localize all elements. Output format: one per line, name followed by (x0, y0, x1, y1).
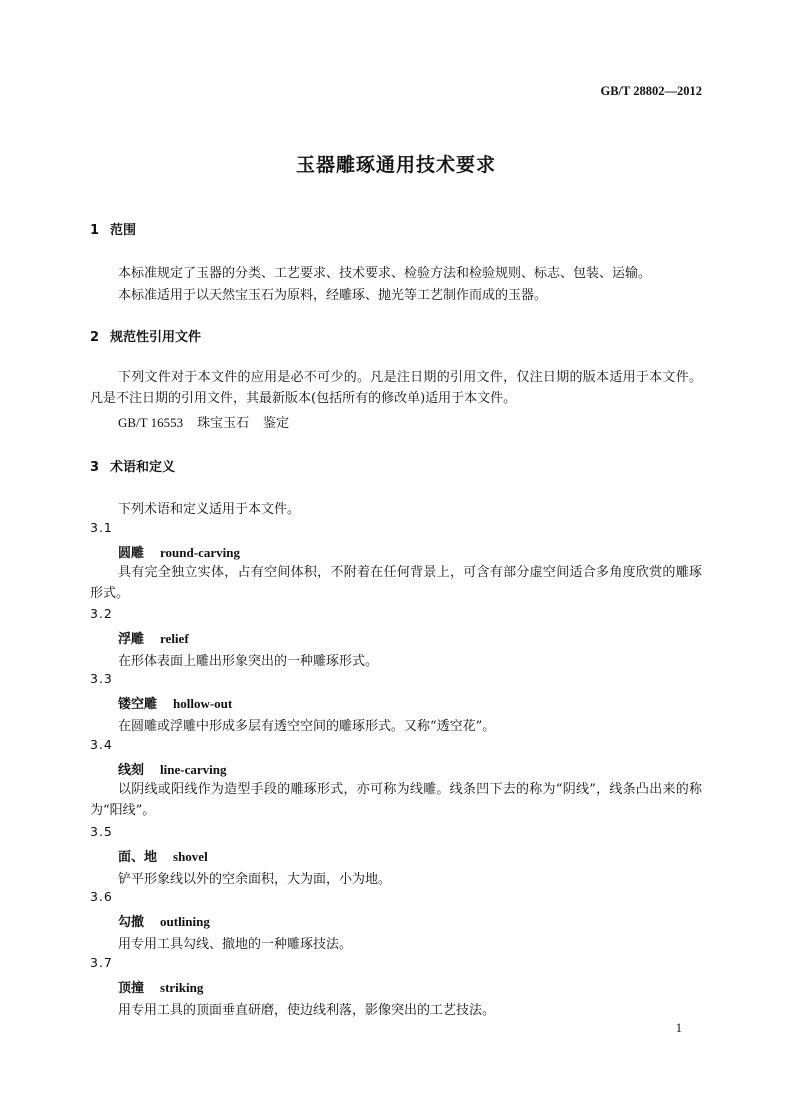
term-definition: 在形体表面上雕出形象突出的一种雕琢形式。 (118, 654, 379, 669)
clause-number: 3.6 (90, 889, 113, 904)
section-1-heading (90, 219, 136, 238)
section-3-heading (90, 456, 175, 475)
term-chinese: 浮雕 (118, 632, 145, 647)
clause-number: 3.3 (90, 671, 113, 686)
page-number: 1 (675, 1021, 682, 1035)
term-entry (118, 693, 232, 712)
reference-entry (118, 412, 289, 431)
term-definition: 用专用工具的顶面垂直研磨，使边线利落，影像突出的工艺技法。 (118, 1003, 496, 1018)
term-entry (118, 628, 189, 647)
term-english: round-carving (160, 545, 240, 560)
terms-intro: 下列术语和定义适用于本文件。 (118, 502, 301, 517)
section-number: 3 (90, 460, 100, 475)
normative-references-paragraph: 下列文件对于本文件的应用是必不可少的。凡是注日期的引用文件，仅注日期的版本适用于本文件。凡是不注日期的引用文件，其最新版本(包括所有的修改单)适用于本文件。 (90, 370, 702, 406)
document-title: 玉器雕琢通用技术要求 (295, 154, 496, 176)
term-english: shovel (173, 849, 208, 864)
scope-paragraph-1: 本标准规定了玉器的分类、工艺要求、技术要求、检验方法和检验规则、标志、包装、运输。 (118, 266, 652, 281)
term-chinese: 线刻 (118, 763, 145, 778)
term-english: hollow-out (173, 696, 233, 711)
clause-number: 3.5 (90, 824, 113, 839)
section-number: 2 (90, 330, 100, 345)
section-title: 术语和定义 (110, 460, 176, 475)
scope-paragraph-2: 本标准适用于以天然宝玉石为原料，经雕琢、抛光等工艺制作而成的玉器。 (118, 288, 548, 303)
term-entry (118, 977, 203, 996)
term-english: outlining (160, 914, 210, 929)
section-number: 1 (90, 223, 100, 238)
clause-number: 3.2 (90, 606, 113, 621)
term-definition: 具有完全独立实体，占有空间体积，不附着在任何背景上，可含有部分虚空间适合多角度欣赏的雕琢形式。 (90, 565, 702, 601)
reference-code: GB/T 16553 (118, 415, 184, 430)
term-english: line-carving (160, 762, 227, 777)
section-title: 规范性引用文件 (110, 330, 202, 345)
clause-number: 3.1 (90, 520, 113, 535)
term-chinese: 面、地 (118, 850, 158, 865)
term-chinese: 顶撞 (118, 981, 145, 996)
clause-number: 3.7 (90, 955, 113, 970)
term-definition: 在圆雕或浮雕中形成多层有透空空间的雕琢形式。又称“透空花”。 (118, 719, 496, 734)
term-chinese: 圆雕 (118, 546, 145, 561)
term-entry (118, 759, 226, 778)
term-definition: 以阴线或阳线作为造型手段的雕琢形式，亦可称为线雕。线条凹下去的称为“阴线”，线条凸出来的称为“阳线”。 (90, 782, 702, 818)
term-english: striking (160, 980, 204, 995)
term-definition: 用专用工具勾线、撤地的一种雕琢技法。 (118, 937, 353, 952)
standard-number: GB/T 28802—2012 (600, 84, 702, 98)
term-chinese: 镂空雕 (118, 697, 158, 712)
term-definition: 铲平形象线以外的空余面积，大为面，小为地。 (118, 872, 392, 887)
section-2-heading (90, 326, 201, 345)
section-title: 范围 (110, 223, 137, 238)
term-entry (118, 846, 208, 865)
term-english: relief (160, 631, 189, 646)
term-chinese: 勾撤 (118, 915, 145, 930)
clause-number: 3.4 (90, 737, 113, 752)
term-entry (118, 911, 210, 930)
reference-title-part2: 鉴定 (263, 416, 290, 431)
reference-title-part1: 珠宝玉石 (197, 416, 250, 431)
term-entry (118, 542, 240, 561)
